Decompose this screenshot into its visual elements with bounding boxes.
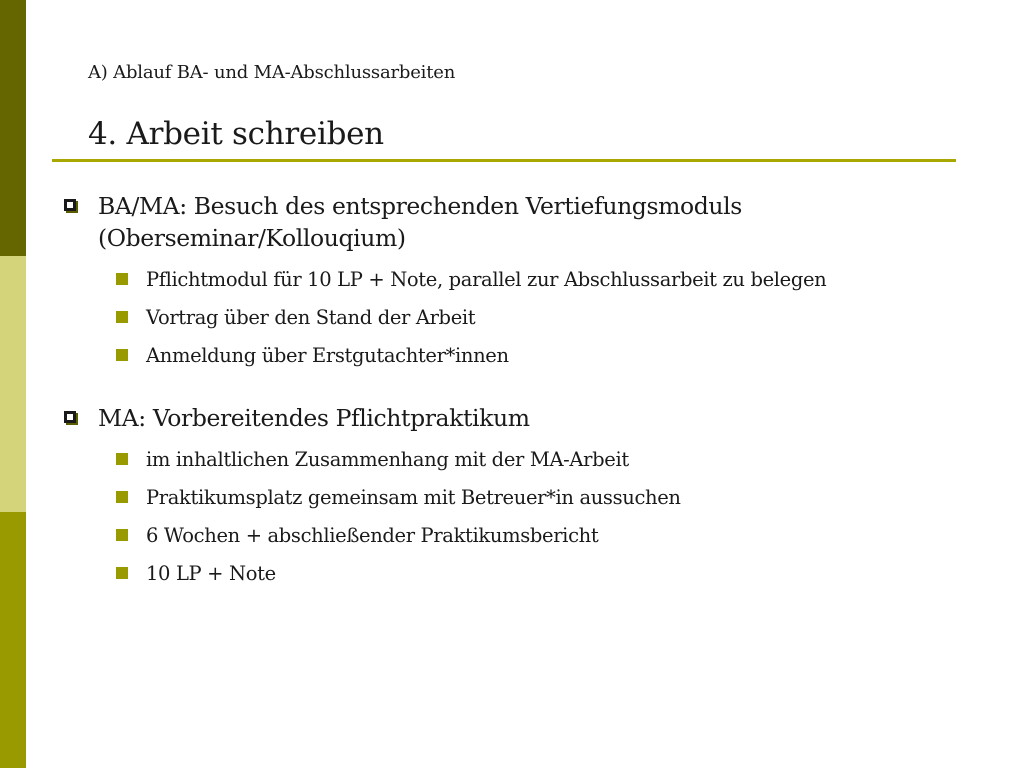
filled-square-bullet-icon: [116, 491, 128, 503]
point-text-line: BA/MA: Besuch des entsprechenden Vertiefungsmoduls: [98, 192, 742, 220]
filled-square-bullet-icon: [116, 567, 128, 579]
side-bar-top-segment: [0, 0, 26, 256]
sub-point-list: [64, 260, 964, 374]
filled-square-bullet-icon: [116, 311, 128, 323]
sub-point: [116, 554, 964, 592]
sub-point-text: Anmeldung über Erstgutachter*innen: [146, 343, 509, 367]
point-row: [64, 402, 964, 434]
filled-square-bullet-icon: [116, 529, 128, 541]
square-bullet-icon: [64, 199, 76, 211]
square-bullet-icon: [64, 411, 76, 423]
sub-point-list: [64, 440, 964, 592]
sub-point-text: 10 LP + Note: [146, 561, 276, 585]
title-underline: [52, 159, 956, 162]
slide-subtitle: A) Ablauf BA- und MA-Abschlussarbeiten: [88, 62, 456, 83]
filled-square-bullet-icon: [116, 453, 128, 465]
sub-point: [116, 260, 964, 298]
sub-point: [116, 298, 964, 336]
point-text: [98, 190, 742, 254]
filled-square-bullet-icon: [116, 349, 128, 361]
point-row: [64, 190, 964, 254]
sub-point: [116, 516, 964, 554]
side-bar-middle-segment: [0, 256, 26, 512]
side-bar-bottom-segment: [0, 512, 26, 768]
sub-point-text: Pflichtmodul für 10 LP + Note, parallel zur Abschlussarbeit zu belegen: [146, 267, 827, 291]
point-ba-ma: [64, 190, 964, 374]
sub-point: [116, 336, 964, 374]
sub-point-text: Vortrag über den Stand der Arbeit: [146, 305, 476, 329]
side-accent-bar: [0, 0, 26, 768]
point-text-line: (Oberseminar/Kollouqium): [98, 224, 406, 252]
point-text: [98, 402, 530, 434]
filled-square-bullet-icon: [116, 273, 128, 285]
slide-title: 4. Arbeit schreiben: [88, 116, 384, 152]
sub-point-text: 6 Wochen + abschließender Praktikumsbericht: [146, 523, 599, 547]
point-ma-praktikum: [64, 402, 964, 592]
sub-point-text: im inhaltlichen Zusammenhang mit der MA-Arbeit: [146, 447, 629, 471]
sub-point: [116, 440, 964, 478]
sub-point: [116, 478, 964, 516]
point-text-line: MA: Vorbereitendes Pflichtpraktikum: [98, 404, 530, 432]
sub-point-text: Praktikumsplatz gemeinsam mit Betreuer*in aussuchen: [146, 485, 681, 509]
